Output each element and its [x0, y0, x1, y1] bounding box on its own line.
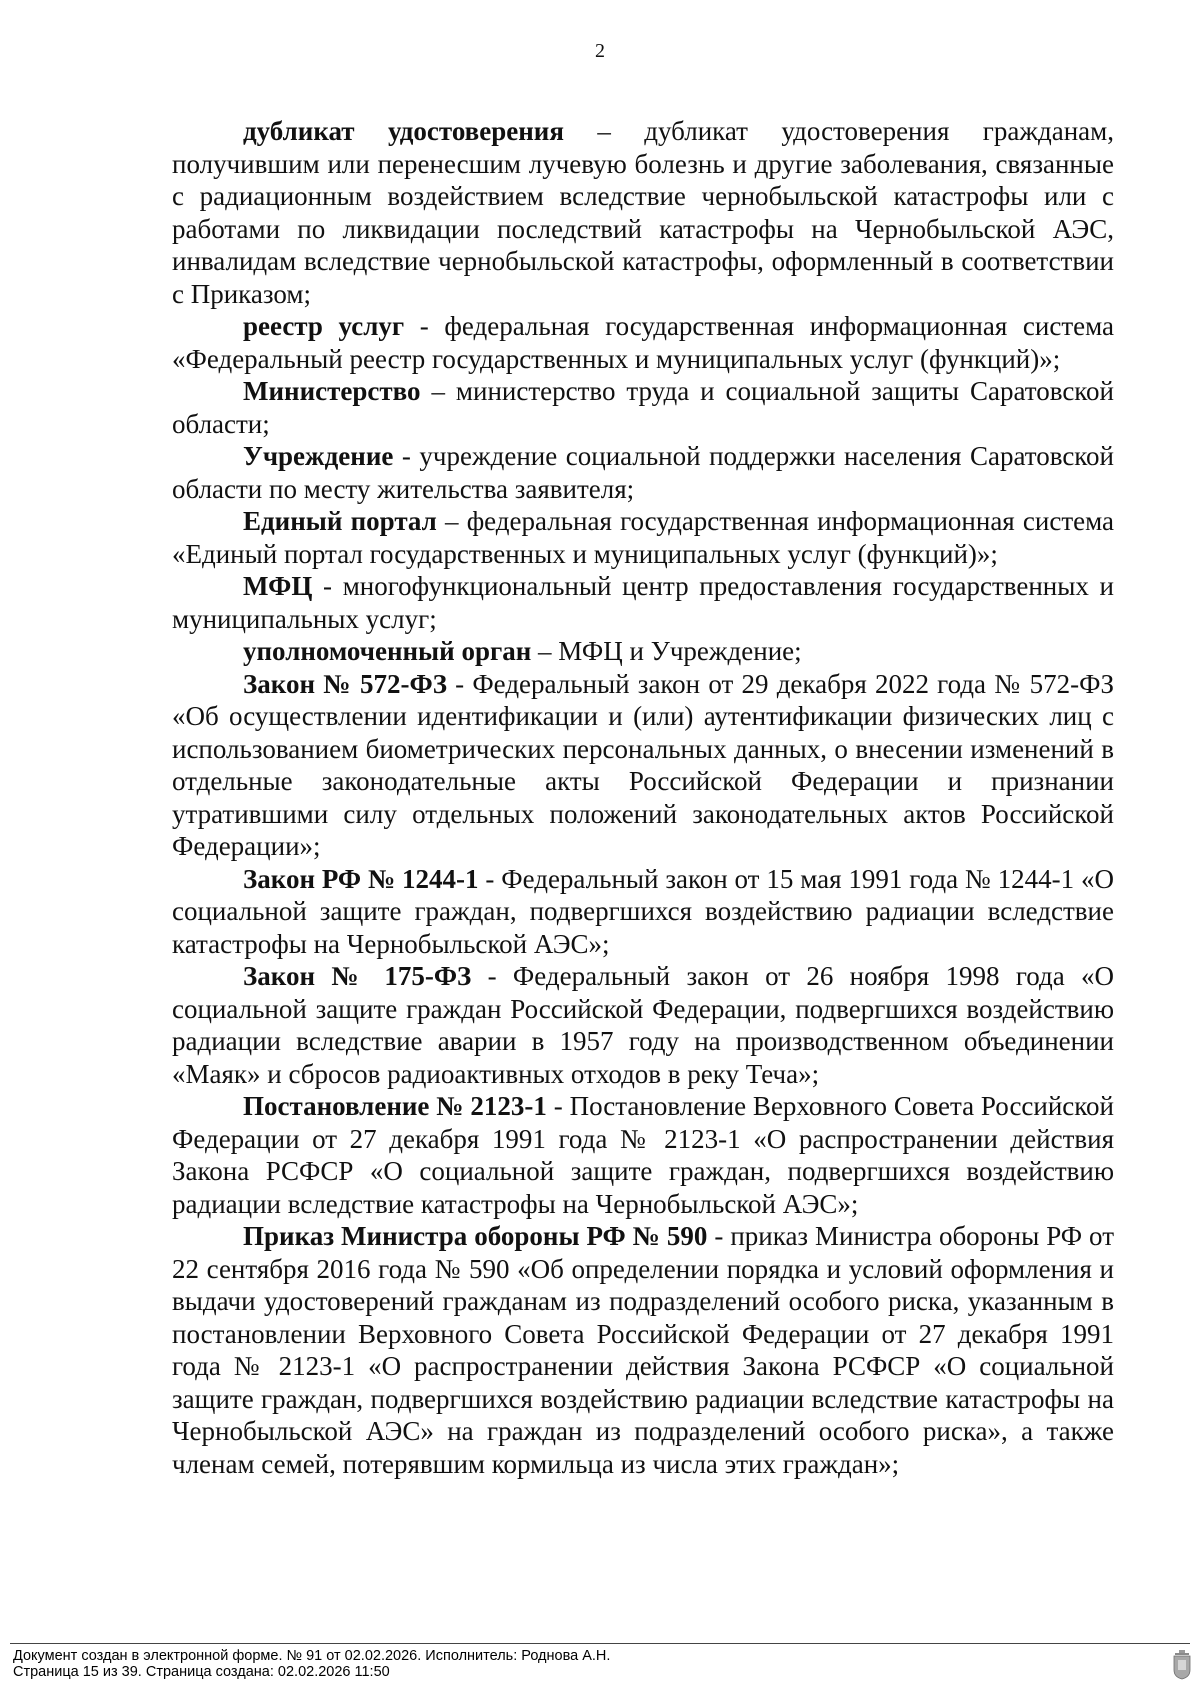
footer-divider [10, 1643, 1190, 1644]
definition-paragraph [172, 505, 1114, 570]
definition-paragraph [172, 570, 1114, 635]
definition-text: – федеральная государственная информационная система «Единый портал государственных и муниципальных услуг (функций)»; [172, 506, 1114, 569]
definition-paragraph [172, 1090, 1114, 1220]
definition-text: - приказ Министра обороны РФ от 22 сентября 2016 года № 590 «Об определении порядка и условий оформления и выдачи удостоверений гражданам из подразделений особого риска, указанным в постановлении Верховного Совета Российской Федерации от 27 декабря 1991 года № 2123-1 «О распространении действия Закона РСФСР «О социальной защите граждан, подвергшихся воздействию радиации вследствие катастрофы на Чернобыльской АЭС» на граждан из подразделений особого риска», а также членам семей, потерявшим кормильца из числа этих граждан»; [172, 1221, 1115, 1479]
definition-term: Закон № 175-ФЗ [243, 961, 472, 991]
definition-term: Учреждение [243, 441, 394, 471]
definition-term: Закон РФ № 1244-1 [243, 863, 479, 894]
definition-term: Закон № 572-ФЗ [243, 668, 447, 699]
definition-paragraph [172, 960, 1114, 1090]
definition-text: - Постановление Верховного Совета Российской Федерации от 27 декабря 1991 года № 2123-1 «О распространении действия Закона РСФСР «О социальной защите граждан, подвергшихся воздействию радиации вследствие катастрофы на Чернобыльской АЭС»; [172, 1091, 1114, 1219]
definition-term: Единый портал [243, 506, 437, 536]
definition-term: МФЦ [243, 571, 313, 601]
definition-term: реестр услуг [243, 311, 405, 341]
page-number: 2 [595, 40, 605, 62]
definition-paragraph [172, 1220, 1114, 1480]
footer [13, 1648, 610, 1680]
definition-term: Приказ Министра обороны РФ № 590 [243, 1221, 708, 1251]
coat-of-arms-icon [1172, 1650, 1192, 1680]
definition-text: – дубликат удостоверения гражданам, получившим или перенесшим лучевую болезнь и другие заболевания, связанные с радиационным воздействием вследствие чернобыльской катастрофы или с работами по ликвидации последствий катастрофы на Чернобыльской АЭС, инвалидам вследствие чернобыльской катастрофы, оформленный в соответствии с Приказом; [172, 116, 1114, 309]
definition-term: Постановление № 2123-1 [243, 1091, 547, 1121]
definition-paragraph [172, 863, 1114, 961]
definition-text: – МФЦ и Учреждение; [531, 636, 802, 666]
definition-term: дубликат удостоверения [243, 116, 564, 146]
definition-paragraph [172, 375, 1114, 440]
definition-text: - Федеральный закон от 26 ноября 1998 года «О социальной защите граждан Российской Федерации, подвергшихся воздействию радиации вследствие аварии в 1957 году на производственном объединении «Маяк» и сбросов радиоактивных отходов в реку Теча»; [172, 961, 1114, 1089]
definition-term: уполномоченный орган [243, 636, 532, 666]
definition-paragraph [172, 310, 1114, 375]
definition-paragraph [172, 440, 1114, 505]
footer-document-info: Документ создан в электронной форме. № 91 от 02.02.2026. Исполнитель: Роднова А.Н. [13, 1648, 611, 1664]
document-body [172, 115, 1114, 1480]
definition-text: - многофункциональный центр предоставления государственных и муниципальных услуг; [172, 571, 1114, 634]
footer-page-info: Страница 15 из 39. Страница создана: 02.02.2026 11:50 [13, 1664, 390, 1680]
definition-paragraph [172, 668, 1114, 863]
definition-text: - Федеральный закон от 29 декабря 2022 года № 572-ФЗ «Об осуществлении идентификации и (или) аутентификации физических лиц с использованием биометрических персональных данных, о внесении изменений в отдельные законодательные акты Российской Федерации и признании утратившими силу отдельных положений законодательных актов Российской Федерации»; [172, 668, 1114, 861]
definition-text: - федеральная государственная информационная система «Федеральный реестр государственных и муниципальных услуг (функций)»; [172, 311, 1115, 374]
definition-term: Министерство [243, 376, 421, 406]
definition-text: – министерство труда и социальной защиты Саратовской области; [172, 376, 1114, 439]
definition-paragraph [172, 635, 1114, 668]
definition-text: - учреждение социальной поддержки населения Саратовской области по месту жительства заявителя; [172, 441, 1114, 504]
definition-text: - Федеральный закон от 15 мая 1991 года № 1244-1 «О социальной защите граждан, подвергшихся воздействию радиации вследствие катастрофы на Чернобыльской АЭС»; [172, 863, 1114, 959]
definition-paragraph [172, 115, 1114, 310]
